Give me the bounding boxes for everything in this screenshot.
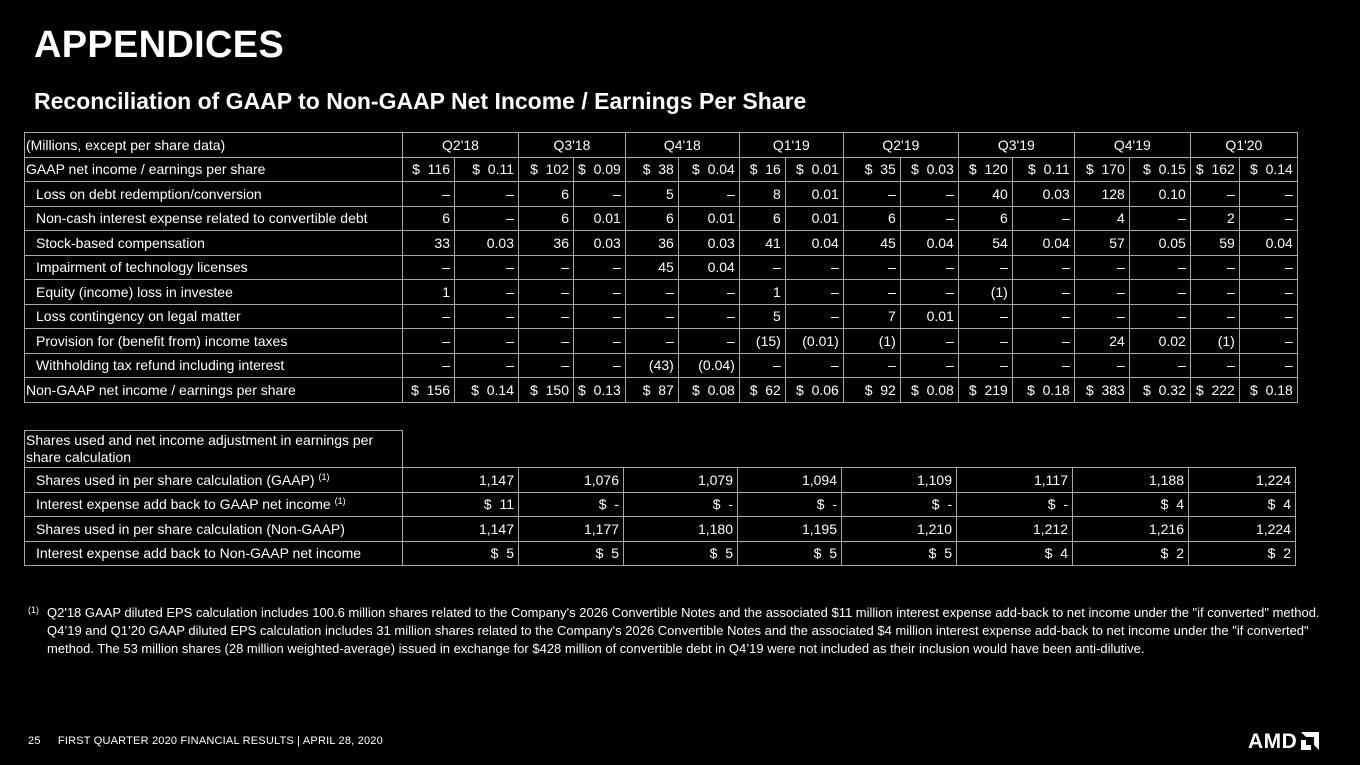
per-share-cell: 0.01 [900,304,958,329]
per-share-cell: $ 0.14 [1239,157,1297,182]
logo-text: AMD [1248,730,1298,753]
row-label [25,541,403,566]
per-share-cell: – [1239,329,1297,354]
amount-cell: 33 [403,231,455,256]
per-share-cell: – [678,182,739,207]
row-label-text: Interest expense add back to GAAP net income [36,496,331,513]
table-row [25,182,1298,207]
amount-cell: – [958,353,1012,378]
table-row [25,492,1296,517]
shares-value-cell: $ 5 [738,541,842,566]
amount-cell: 6 [958,206,1012,231]
per-share-cell: – [1239,206,1297,231]
shares-value-cell: 1,076 [519,468,624,493]
amount-cell: 57 [1074,231,1129,256]
per-share-cell: – [455,255,519,280]
per-share-cell: – [1239,280,1297,305]
amount-cell: 1 [403,280,455,305]
amount-cell: – [403,304,455,329]
shares-value-cell: $ - [842,492,957,517]
per-share-cell: – [1129,353,1190,378]
header-blank [403,431,1296,468]
amount-cell: – [403,255,455,280]
shares-value-cell: $ - [957,492,1073,517]
per-share-cell: – [1012,353,1074,378]
per-share-cell: – [455,304,519,329]
quarter-header: Q3'19 [958,133,1074,158]
per-share-cell: 0.10 [1129,182,1190,207]
per-share-cell: 0.03 [455,231,519,256]
amount-cell: $ 219 [958,378,1012,403]
per-share-cell: $ 0.01 [785,157,843,182]
quarter-header: Q4'18 [625,133,739,158]
amount-cell: – [1074,280,1129,305]
amount-cell: 59 [1190,231,1239,256]
per-share-cell: – [574,329,626,354]
table-row [25,255,1298,280]
per-share-cell: – [574,280,626,305]
shares-value-cell: $ - [519,492,624,517]
per-share-cell: – [900,280,958,305]
footnote-ref: (1) [334,496,346,507]
per-share-cell: – [574,255,626,280]
amount-cell: $ 92 [843,378,900,403]
amount-cell: 7 [843,304,900,329]
row-label: Equity (income) loss in investee [25,280,403,305]
shares-value-cell: $ 5 [842,541,957,566]
quarter-header: Q1'19 [739,133,843,158]
table-header-label: (Millions, except per share data) [25,133,403,158]
amd-arrow-icon [1299,732,1319,752]
amount-cell: – [1074,255,1129,280]
per-share-cell: 0.04 [678,255,739,280]
per-share-cell: 0.02 [1129,329,1190,354]
table-row [25,206,1298,231]
per-share-cell: – [455,206,519,231]
per-share-cell: – [1012,329,1074,354]
amount-cell: 5 [739,304,785,329]
per-share-cell: $ 0.14 [455,378,519,403]
amount-cell: (1) [843,329,900,354]
shares-value-cell: 1,224 [1189,517,1296,542]
amount-cell: – [739,255,785,280]
amount-cell: 6 [843,206,900,231]
amount-cell: – [958,255,1012,280]
amount-cell: – [1190,304,1239,329]
quarter-header: Q3'18 [519,133,626,158]
footnote-text: Q2'18 GAAP diluted EPS calculation includes 100.6 million shares related to the Company's 2026 Convertible Notes and the associated $11 million interest expense add-back to net income under the "if converted" method. Q4’19 and Q1’20 GAAP diluted EPS calculation includes 31 million shares related to the Company's 2026 Convertible Notes and the associated $4 million interest expense add-back to net income under the "if converted" method. The 53 million shares (28 million weighted-average) issued in exchange for $428 million of convertible debt in Q4’19 were not included as their inclusion would have been anti-dilutive. [47,605,1320,656]
shares-value-cell: $ 4 [957,541,1073,566]
page-subtitle: Reconciliation of GAAP to Non-GAAP Net Income / Earnings Per Share [34,88,807,114]
amount-cell: 6 [403,206,455,231]
per-share-cell: 0.04 [785,231,843,256]
row-label: Non-GAAP net income / earnings per share [25,378,403,403]
amount-cell: 4 [1074,206,1129,231]
amount-cell: – [843,353,900,378]
amount-cell: – [625,304,678,329]
shares-value-cell: 1,216 [1073,517,1189,542]
per-share-cell: 0.03 [678,231,739,256]
quarter-header: Q2'19 [843,133,958,158]
amount-cell: $ 35 [843,157,900,182]
amount-cell: – [1190,280,1239,305]
per-share-cell: $ 0.13 [574,378,626,403]
per-share-cell: $ 0.32 [1129,378,1190,403]
per-share-cell: – [574,182,626,207]
amd-logo [1248,730,1319,754]
table-row [25,468,1296,493]
amount-cell: – [1074,304,1129,329]
amount-cell: $ 116 [403,157,455,182]
per-share-cell: 0.01 [785,182,843,207]
amount-cell: – [403,182,455,207]
shares-value-cell: 1,147 [403,468,519,493]
per-share-cell: – [1129,304,1190,329]
row-label: Loss contingency on legal matter [25,304,403,329]
shares-value-cell: $ 4 [1073,492,1189,517]
per-share-cell: – [785,353,843,378]
table-row [25,517,1296,542]
per-share-cell: – [678,304,739,329]
amount-cell: (43) [625,353,678,378]
table-row [25,378,1298,403]
amount-cell: – [403,353,455,378]
per-share-cell: $ 0.04 [678,157,739,182]
footnote-marker: (1) [28,605,39,615]
shares-value-cell: $ 5 [624,541,738,566]
row-label: Provision for (benefit from) income taxes [25,329,403,354]
per-share-cell: – [678,329,739,354]
per-share-cell: – [900,329,958,354]
shares-value-cell: 1,180 [624,517,738,542]
shares-value-cell: $ 5 [519,541,624,566]
amount-cell: – [519,329,574,354]
per-share-cell: (0.01) [785,329,843,354]
amount-cell: 41 [739,231,785,256]
shares-value-cell: $ - [624,492,738,517]
per-share-cell: – [900,182,958,207]
table-header-row [25,133,1298,158]
amount-cell: $ 222 [1190,378,1239,403]
amount-cell: 36 [625,231,678,256]
shares-value-cell: 1,079 [624,468,738,493]
amount-cell: 24 [1074,329,1129,354]
amount-cell: 6 [519,182,574,207]
shares-value-cell: 1,109 [842,468,957,493]
per-share-cell: – [900,353,958,378]
per-share-cell: – [785,280,843,305]
per-share-cell: 0.04 [1012,231,1074,256]
row-label: GAAP net income / earnings per share [25,157,403,182]
per-share-cell: 0.04 [900,231,958,256]
amount-cell: 2 [1190,206,1239,231]
shares-value-cell: 1,094 [738,468,842,493]
shares-header-row [25,431,1296,468]
per-share-cell: – [1239,353,1297,378]
amount-cell: $ 38 [625,157,678,182]
table-row [25,304,1298,329]
per-share-cell: – [455,280,519,305]
shares-value-cell: $ - [738,492,842,517]
amount-cell: (1) [958,280,1012,305]
per-share-cell: – [900,255,958,280]
amount-cell: $ 62 [739,378,785,403]
per-share-cell: – [1012,280,1074,305]
footnote [28,604,1323,658]
amount-cell: – [843,182,900,207]
table-row [25,280,1298,305]
amount-cell: $ 150 [519,378,574,403]
amount-cell: – [739,353,785,378]
quarter-header: Q2'18 [403,133,519,158]
amount-cell: – [519,304,574,329]
amount-cell: 5 [625,182,678,207]
per-share-cell: – [1239,255,1297,280]
per-share-cell: 0.01 [574,206,626,231]
per-share-cell: – [785,304,843,329]
page-title: APPENDICES [34,24,285,66]
row-label: Impairment of technology licenses [25,255,403,280]
per-share-cell: – [1012,255,1074,280]
shares-header-label: Shares used and net income adjustment in earnings per share calculation [25,431,403,468]
shares-table [24,430,1296,566]
amount-cell: – [958,304,1012,329]
shares-value-cell: 1,195 [738,517,842,542]
shares-value-cell: $ 5 [403,541,519,566]
per-share-cell: – [678,280,739,305]
per-share-cell: $ 0.18 [1012,378,1074,403]
table-row [25,157,1298,182]
amount-cell: $ 102 [519,157,574,182]
shares-value-cell: 1,177 [519,517,624,542]
per-share-cell: – [1129,255,1190,280]
table-row [25,541,1296,566]
row-label [25,468,403,493]
per-share-cell: – [1012,304,1074,329]
per-share-cell: – [1129,206,1190,231]
per-share-cell: – [785,255,843,280]
amount-cell: $ 170 [1074,157,1129,182]
slide-footer [28,735,383,747]
per-share-cell: – [574,304,626,329]
per-share-cell: $ 0.09 [574,157,626,182]
per-share-cell: 0.03 [574,231,626,256]
table-row [25,329,1298,354]
shares-value-cell: 1,117 [957,468,1073,493]
amount-cell: (15) [739,329,785,354]
amount-cell: (1) [1190,329,1239,354]
shares-value-cell: $ 2 [1073,541,1189,566]
amount-cell: 54 [958,231,1012,256]
per-share-cell: – [1239,182,1297,207]
amount-cell: – [519,280,574,305]
quarter-header: Q4'19 [1074,133,1190,158]
amount-cell: – [1190,182,1239,207]
shares-value-cell: 1,188 [1073,468,1189,493]
row-label [25,492,403,517]
per-share-cell: $ 0.08 [678,378,739,403]
per-share-cell: (0.04) [678,353,739,378]
amount-cell: 6 [625,206,678,231]
per-share-cell: 0.01 [678,206,739,231]
amount-cell: – [519,353,574,378]
amount-cell: – [1074,353,1129,378]
shares-value-cell: 1,212 [957,517,1073,542]
per-share-cell: $ 0.11 [455,157,519,182]
per-share-cell: – [455,329,519,354]
quarter-header: Q1'20 [1190,133,1297,158]
amount-cell: 6 [739,206,785,231]
row-label-text: Shares used in per share calculation (Non-GAAP) [36,520,345,537]
shares-value-cell: 1,147 [403,517,519,542]
amount-cell: $ 162 [1190,157,1239,182]
amount-cell: 8 [739,182,785,207]
per-share-cell: – [455,353,519,378]
per-share-cell: $ 0.15 [1129,157,1190,182]
amount-cell: – [625,329,678,354]
amount-cell: 128 [1074,182,1129,207]
row-label: Stock-based compensation [25,231,403,256]
amount-cell: – [1190,353,1239,378]
row-label [25,517,403,542]
amount-cell: 45 [843,231,900,256]
amount-cell: – [403,329,455,354]
amount-cell: $ 120 [958,157,1012,182]
per-share-cell: $ 0.06 [785,378,843,403]
per-share-cell: $ 0.08 [900,378,958,403]
amount-cell: $ 383 [1074,378,1129,403]
footer-text: FIRST QUARTER 2020 FINANCIAL RESULTS | APRIL 28, 2020 [57,735,383,747]
shares-value-cell: 1,210 [842,517,957,542]
amount-cell: 40 [958,182,1012,207]
per-share-cell: $ 0.11 [1012,157,1074,182]
amount-cell: 36 [519,231,574,256]
amount-cell: – [843,255,900,280]
table-row [25,231,1298,256]
amount-cell: 6 [519,206,574,231]
row-label-text: Interest expense add back to Non-GAAP net income [36,545,362,562]
per-share-cell: – [1239,304,1297,329]
table-row [25,353,1298,378]
reconciliation-table [24,132,1298,403]
per-share-cell: – [900,206,958,231]
row-label: Loss on debt redemption/conversion [25,182,403,207]
footnote-ref: (1) [318,471,330,482]
amount-cell: $ 156 [403,378,455,403]
amount-cell: – [958,329,1012,354]
per-share-cell: – [1012,206,1074,231]
per-share-cell: – [574,353,626,378]
shares-value-cell: $ 2 [1189,541,1296,566]
amount-cell: – [625,280,678,305]
page-number: 25 [28,735,41,747]
per-share-cell: 0.03 [1012,182,1074,207]
row-label: Withholding tax refund including interest [25,353,403,378]
row-label: Non-cash interest expense related to convertible debt [25,206,403,231]
amount-cell: $ 87 [625,378,678,403]
per-share-cell: – [455,182,519,207]
amount-cell: 45 [625,255,678,280]
amount-cell: – [1190,255,1239,280]
shares-value-cell: $ 4 [1189,492,1296,517]
per-share-cell: $ 0.18 [1239,378,1297,403]
amount-cell: – [843,280,900,305]
amount-cell: 1 [739,280,785,305]
per-share-cell: 0.04 [1239,231,1297,256]
per-share-cell: – [1129,280,1190,305]
amount-cell: $ 16 [739,157,785,182]
shares-value-cell: 1,224 [1189,468,1296,493]
per-share-cell: 0.01 [785,206,843,231]
shares-value-cell: $ 11 [403,492,519,517]
per-share-cell: 0.05 [1129,231,1190,256]
per-share-cell: $ 0.03 [900,157,958,182]
row-label-text: Shares used in per share calculation (GAAP) [36,471,315,488]
amount-cell: – [519,255,574,280]
